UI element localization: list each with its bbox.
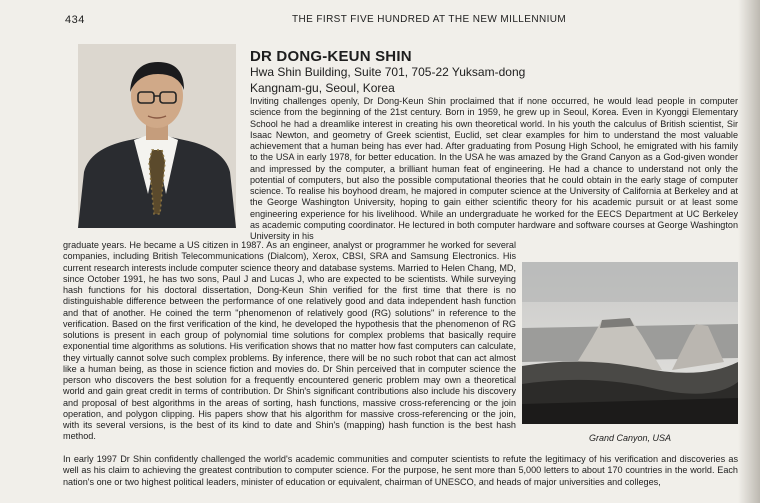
grand-canyon-image bbox=[522, 262, 738, 424]
body-text-top: Inviting challenges openly, Dr Dong-Keun Shin proclaimed that if none occurred, he would lead people in computer science from the beginning of the 21st century. Born in 1959, he grew up in Seoul, Korea. Even in Kyonggi Elementary School he had a dreamlike interest in creating his own theoretical world. In his youth the calculus of British scientist, Sir Isaac Newton, and geometry of Greek scientist, Euclid, set clear examples for him to understand the most valuable achievement that a human being has ever had. After graduating from Posung High School, he emigrated with his family to the USA in early 1978, for better education. In the USA he was amazed by the Grand Canyon as a God-given wonder and impressed by the computer, a brilliant human feat of engineering. He had a chance to understand not only the potential of computers, but also the possible computational theories that he could obtain in the early stage of computer science. To realise his boyhood dream, he majored in computer science at the University of California at Berkeley and at the George Washington University, hoping to gain either scientific theory for his academic pursuit or at least some engineering experience for his livelihood. While an undergraduate he worked for the EECS Department at UC Berkeley as academic computing coordinator. He lectured in both computer hardware and software courses at George Washington University in his bbox=[250, 96, 738, 241]
grand-canyon-photo bbox=[522, 262, 738, 424]
body-text-left: graduate years. He became a US citizen in 1987. As an engineer, analyst or programmer he worked for several companies, including British Telecommunications (Dialcom), Xerox, CBSI, SRA and Samsung Electronics. His current research interests include computer science theory and database systems. Married to Helen Chang, MD, since October 1991, he has two sons, Paul J and Lucas J, who are expected to be scientists. While surveying hash functions for his doctoral dissertation, Dong-Keun Shin verified for the first time that there is no distinguishable difference between the performance of one relatively good and data independent hash function and that of another. He coined the term "phenomenon of relatively good (RG) solutions" in reference to the verification. Based on the first verification of the kind, he developed the hypothesis that the phenomenon of RG solutions is present in each group of polynomial time solutions for complex problems that basically require exponential time algorithms as solutions. His verification shows that no matter how fast computers can calculate, they virtually cannot solve such complex problems. By inference, there will be no such robot that can act almost like a human being, as those in science fiction and movies do. Dr Shin perceived that in computer science the person who discovers the best solution for a frequently encountered generic problem may own a theoretical world and gain great credit in terms of contribution. Dr Shin's significant contributions also include his discovery and proposal of best algorithms in the areas of sorting, hash functions, massive cross-referencing or the join operation, and polygon clipping. His papers show that his algorithm for massive cross-referencing or the join, with its several versions, is the best of its kind to date and Shin's (mapping) hash function is the best hash method. bbox=[63, 240, 516, 442]
page-gutter-shadow bbox=[738, 0, 760, 503]
page-number: 434 bbox=[65, 14, 85, 26]
portrait-image bbox=[78, 44, 236, 228]
address-line-1: Hwa Shin Building, Suite 701, 705-22 Yuksam-dong bbox=[250, 65, 526, 79]
photo-caption: Grand Canyon, USA bbox=[588, 433, 672, 443]
body-text-bottom: In early 1997 Dr Shin confidently challenged the world's academic communities and computer scientists to refute the legitimacy of his verification and discoveries as well as his claim to achieving the greatest contribution to computer science. For the purpose, he sent more than 5,000 letters to about 170 countries in the world. Each nation's one or two highest political leaders, minister of education or equivalent, chairman of UNESCO, and heads of major universities and colleges, bbox=[63, 454, 738, 487]
entry-name: DR DONG-KEUN SHIN bbox=[250, 48, 412, 65]
address-line-2: Kangnam-gu, Seoul, Korea bbox=[250, 81, 395, 95]
portrait-photo bbox=[78, 44, 236, 228]
running-head: THE FIRST FIVE HUNDRED AT THE NEW MILLENNIUM bbox=[292, 14, 567, 25]
